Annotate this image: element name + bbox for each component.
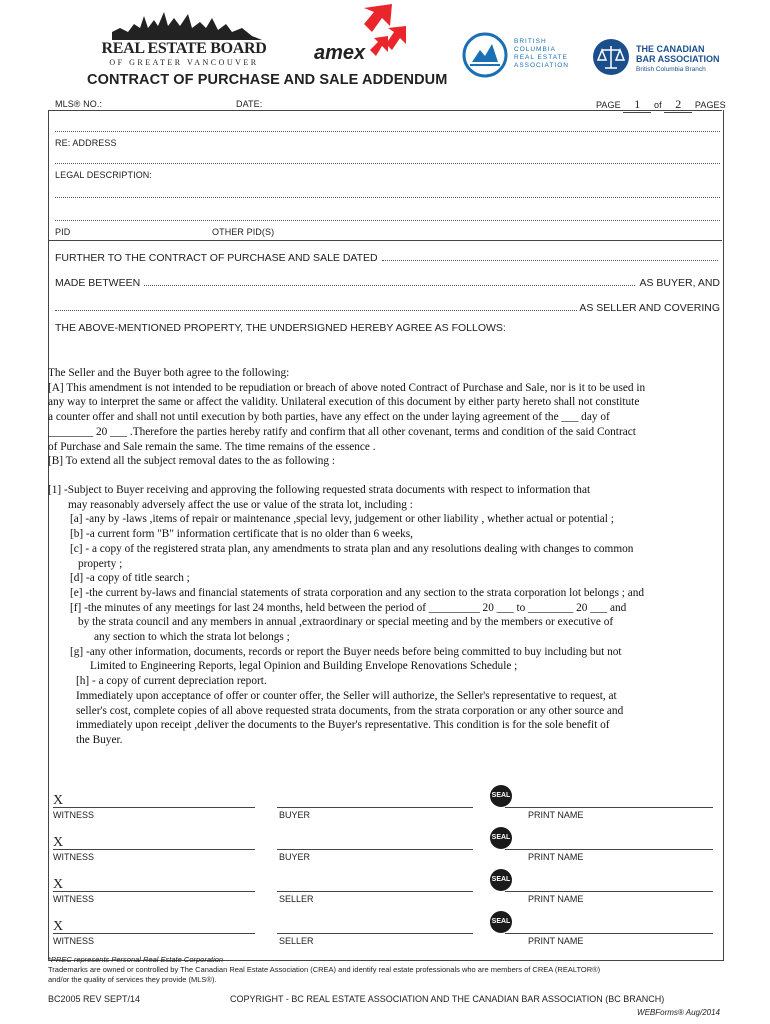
- bcrea-logo: [462, 32, 582, 78]
- page-title: CONTRACT OF PURCHASE AND SALE ADDENDUM: [87, 72, 448, 88]
- seal-icon: SEAL: [490, 785, 512, 807]
- legal-line[interactable]: [55, 163, 720, 164]
- page-label: PAGE: [596, 100, 621, 110]
- body-line: the Buyer.: [76, 733, 123, 746]
- body-line: property ;: [78, 557, 123, 570]
- body-line: [c] - a copy of the registered strata plan, any amendments to strata plan and any resolutions dealing with changes to common: [70, 542, 634, 555]
- page-number-field[interactable]: 1: [623, 97, 651, 113]
- sign-x-mark: X: [53, 835, 64, 850]
- print-name-line[interactable]: [505, 807, 713, 808]
- witness-signature-line[interactable]: [53, 849, 255, 850]
- date-label: DATE:: [236, 99, 263, 109]
- bcrea-line-3: ASSOCIATION: [514, 62, 569, 69]
- print-name-label: PRINT NAME: [528, 810, 584, 820]
- seller-label: SELLER: [279, 936, 314, 946]
- sign-x-mark: X: [53, 793, 64, 808]
- pages-label: PAGES: [694, 100, 726, 110]
- witness-label: WITNESS: [53, 810, 95, 820]
- witness-signature-line[interactable]: [53, 933, 255, 934]
- witness-signature-line[interactable]: [53, 891, 255, 892]
- buyer-label: BUYER: [279, 852, 311, 862]
- cba-branch: British Columbia Branch: [636, 66, 706, 73]
- rebgv-sub: OF GREATER VANCOUVER: [109, 58, 259, 67]
- other-pids-label: OTHER PID(S): [212, 227, 275, 237]
- copyright: COPYRIGHT - BC REAL ESTATE ASSOCIATION AND THE CANADIAN BAR ASSOCIATION (BC BRANCH): [230, 994, 665, 1004]
- body-line: [A] This amendment is not intended to be repudiation or breach of above noted Contract of Purchase and Sale, nor is it to be used in: [48, 381, 646, 394]
- further-field[interactable]: [382, 260, 718, 261]
- print-name-label: PRINT NAME: [528, 894, 584, 904]
- clause-strata: [48, 483, 718, 748]
- witness-signature-line[interactable]: [53, 807, 255, 808]
- further-label: FURTHER TO THE CONTRACT OF PURCHASE AND SALE DATED: [55, 252, 378, 264]
- body-line: by the strata council and any members in annual ,extraordinary or special meeting and by the members or executive of: [78, 616, 614, 629]
- body-line: [B] To extend all the subject removal dates to the as following :: [48, 455, 336, 468]
- print-name-line[interactable]: [505, 891, 713, 892]
- body-line: [d] -a copy of title search ;: [70, 572, 190, 585]
- cba-line-2: BAR ASSOCIATION: [636, 54, 720, 64]
- agree-label: THE ABOVE-MENTIONED PROPERTY, THE UNDERSIGNED HEREBY AGREE AS FOLLOWS:: [55, 322, 506, 334]
- trademark-note-1: Trademarks are owned or controlled by The Canadian Real Estate Association (CREA) and identify real estate professionals who are members of CREA (REALTOR®): [48, 965, 601, 974]
- seal-icon: SEAL: [490, 827, 512, 849]
- body-line: any section to which the strata lot belongs ;: [94, 631, 290, 644]
- seller-signature-line[interactable]: [277, 933, 473, 934]
- body-line: [a] -any by -laws ,items of repair or maintenance ,special levy, judgement or other liability , whether actual or potential ;: [70, 513, 614, 526]
- buyer-label: BUYER: [279, 810, 311, 820]
- body-line: [1] -Subject to Buyer receiving and approving the following requested strata documents with respect to information that: [48, 484, 591, 496]
- seller-signature-line[interactable]: [277, 891, 473, 892]
- cba-logo: [592, 38, 722, 80]
- webforms-mark: WEBForms® Aug/2014: [637, 1008, 720, 1017]
- body-line: immediately upon receipt ,deliver the documents to the Buyer's representative. This condition is for the sole benefit of: [76, 719, 610, 732]
- rebgv-logo: [92, 6, 277, 68]
- legal-description-label: LEGAL DESCRIPTION:: [55, 170, 152, 180]
- form-id: BC2005 REV SEPT/14: [48, 994, 141, 1004]
- trademark-note-2: and/or the quality of services they provide (MLS®).: [48, 975, 217, 984]
- as-seller-label: AS SELLER AND COVERING: [579, 302, 720, 314]
- prec-note: *PREC represents Personal Real Estate Corporation: [48, 955, 224, 964]
- print-name-line[interactable]: [505, 849, 713, 850]
- bcrea-line-1: BRITISH COLUMBIA: [514, 38, 556, 53]
- body-line: [b] -a current form "B" information certificate that is no older than 6 weeks,: [70, 528, 413, 541]
- made-between-label: MADE BETWEEN: [55, 277, 141, 289]
- pid-line[interactable]: [55, 220, 720, 221]
- body-line: Immediately upon acceptance of offer or counter offer, the Seller will authorize, the Seller's representative to request, at: [76, 689, 617, 702]
- legal-line-2[interactable]: [55, 197, 720, 198]
- print-name-label: PRINT NAME: [528, 936, 584, 946]
- print-name-line[interactable]: [505, 933, 713, 934]
- witness-label: WITNESS: [53, 894, 95, 904]
- rebgv-name: REAL ESTATE BOARD: [101, 40, 267, 57]
- sign-x-mark: X: [53, 919, 64, 934]
- body-line: any way to interpret the same or affect the validity. Unilateral execution of this document by either party hereto shall not constitute: [48, 396, 640, 409]
- seal-icon: SEAL: [490, 869, 512, 891]
- sign-x-mark: X: [53, 877, 64, 892]
- print-name-label: PRINT NAME: [528, 852, 584, 862]
- seller-label: SELLER: [279, 894, 314, 904]
- seller-row: [55, 300, 720, 314]
- pid-label: PID: [55, 227, 71, 237]
- page-total-field[interactable]: 2: [664, 97, 692, 113]
- body-line: a counter offer and shall not until execution by both parties, have any effect on the under laying agreement of the ___ day of: [48, 411, 610, 424]
- bcrea-circle-icon: [462, 32, 508, 78]
- clause-intro: [48, 366, 718, 469]
- as-buyer-label: AS BUYER, AND: [639, 277, 720, 289]
- seller-field[interactable]: [55, 310, 577, 311]
- made-between-row: [55, 275, 720, 289]
- body-line: [e] -the current by-laws and financial statements of strata corporation and any section to the strata corporation lot belongs ; and: [70, 586, 645, 599]
- skyline-icon: [92, 6, 277, 42]
- body-line: [g] -any other information, documents, records or report the Buyer needs before being committed to buy including but not: [70, 645, 622, 658]
- address-line[interactable]: [55, 131, 720, 132]
- amex-text: amex: [314, 42, 366, 64]
- witness-label: WITNESS: [53, 852, 95, 862]
- amex-logo: [314, 2, 414, 68]
- body-line: ________ 20 ___ .Therefore the parties hereby ratify and confirm that all other covenant, terms and condition of the said Contract: [48, 425, 636, 438]
- mls-label: MLS® NO.:: [55, 99, 103, 109]
- body-line: [f] -the minutes of any meetings for last 24 months, held between the period of _________ 20 ___ to ________ 20 ___ and: [70, 601, 627, 614]
- body-line: of Purchase and Sale remain the same. The time remains of the essence .: [48, 440, 376, 453]
- body-line: seller's cost, complete copies of all above requested strata documents, from the strata corporation or any other source and: [76, 704, 624, 717]
- bcrea-line-2: REAL ESTATE: [514, 54, 568, 61]
- re-address-label: RE: ADDRESS: [55, 138, 117, 148]
- seal-icon: SEAL: [490, 911, 512, 933]
- body-line: The Seller and the Buyer both agree to the following:: [48, 367, 290, 379]
- further-row: [55, 250, 720, 264]
- buyer-signature-line[interactable]: [277, 849, 473, 850]
- of-label: of: [653, 100, 662, 110]
- buyer-signature-line[interactable]: [277, 807, 473, 808]
- cba-line-1: THE CANADIAN: [636, 44, 705, 54]
- witness-label: WITNESS: [53, 936, 95, 946]
- body-line: may reasonably adversely affect the use or value of the strata lot, including :: [68, 498, 413, 511]
- scales-icon: [592, 38, 630, 76]
- buyer-field[interactable]: [144, 285, 635, 286]
- body-line: Limited to Engineering Reports, legal Opinion and Building Envelope Renovations Schedule ;: [90, 660, 518, 673]
- body-line: [h] - a copy of current depreciation report.: [76, 675, 267, 688]
